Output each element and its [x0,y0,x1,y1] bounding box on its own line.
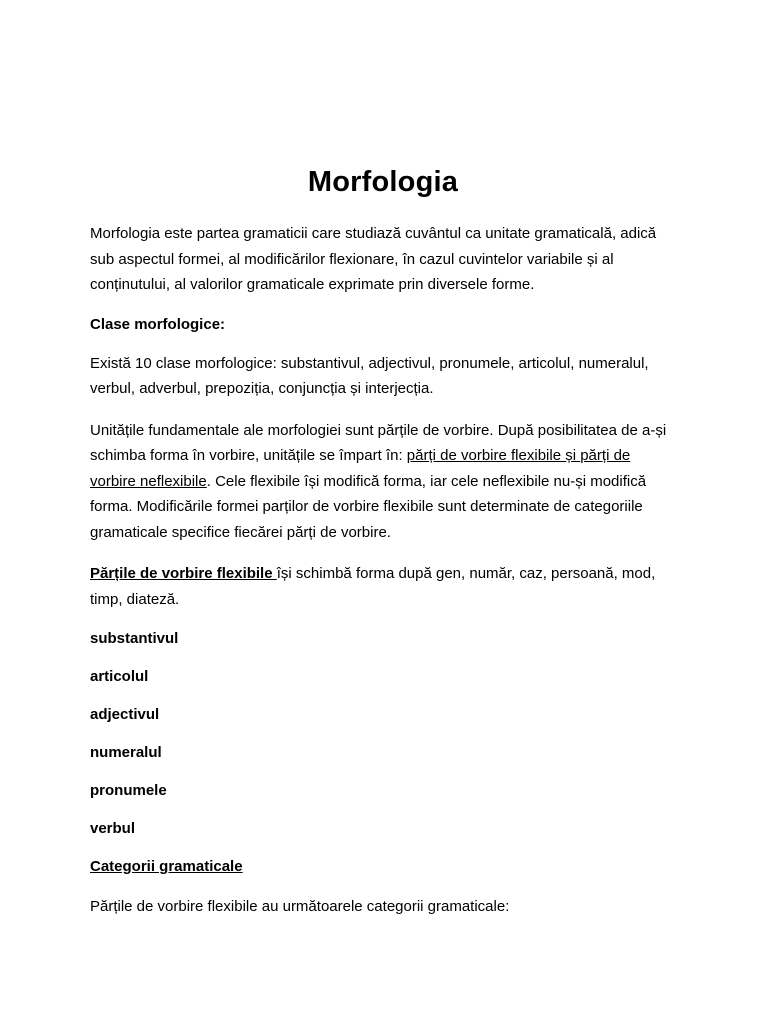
categories-paragraph: Părțile de vorbire flexibile au următoarele categorii gramaticale: [90,898,510,915]
list-item: pronumele [90,782,167,799]
units-text-3: . Cele flexibile își modifică forma, iar cele neflexibile nu-și modifică forma. Modificările formei parților de vorbire flexibile sunt determinate de categoriile gramaticale specifice fiecărei părți de vorbire. [90,472,647,541]
categories-heading: Categorii gramaticale [90,858,243,875]
classes-paragraph: Există 10 clase morfologice: substantivul, adjectivul, pronumele, articolul, numeralul, verbul, adverbul, prepoziția, conjuncția și interjecția. [90,354,649,397]
flexible-parts-heading: Părțile de vorbire flexibile [90,565,277,582]
list-item: adjectivul [90,706,160,723]
units-paragraph [90,418,676,546]
document-page [90,163,676,936]
inflexible-parts-link: părți de vorbire neflexibile [90,447,631,490]
list-item: substantivul [90,630,179,647]
units-text-1: Unitățile fundamentale ale morfologiei sunt părțile de vorbire. După posibilitatea de a-și schimba forma în vorbire, unitățile se împart în: [90,421,667,464]
list-item: articolul [90,668,149,685]
units-text-2: și [565,447,581,464]
flexible-paragraph [90,561,676,612]
page-title: Morfologia [307,166,459,198]
flexible-parts-link: părți de vorbire flexibile [406,447,566,464]
intro-paragraph: Morfologia este partea gramaticii care studiază cuvântul ca unitate gramaticală, adică sub aspectul formei, al modificărilor flexionare, în cazul cuvintelor variabile și al conținutului, al valorilor gramaticale exprimate prin diversele forme. [90,225,657,293]
classes-heading: Clase morfologice: [90,315,226,333]
flexible-text: își schimbă forma după gen, număr, caz, persoană, mod, timp, diateză. [90,565,656,608]
list-item: verbul [90,820,136,837]
list-item: numeralul [90,744,162,761]
